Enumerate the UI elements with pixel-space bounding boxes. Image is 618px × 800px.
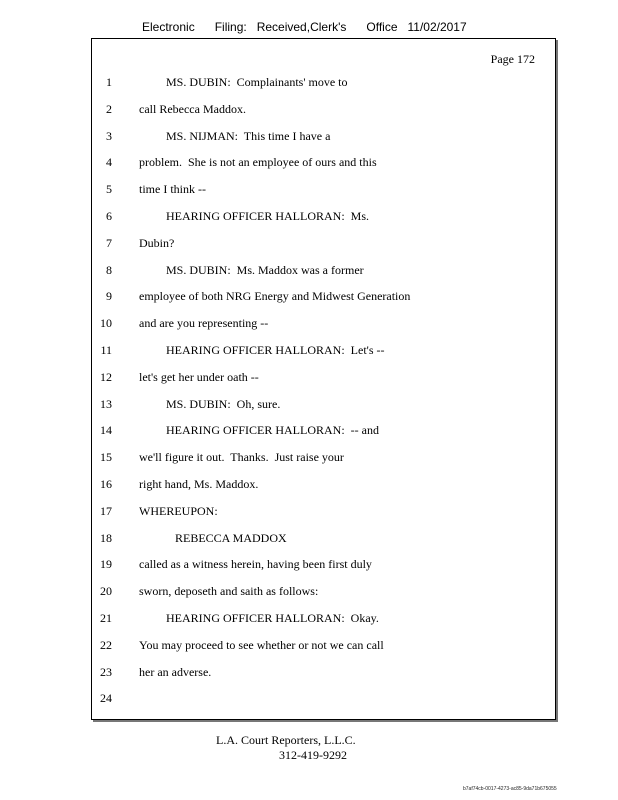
transcript-line: [92, 74, 552, 90]
transcript-line: [92, 690, 552, 706]
court-reporter-name: L.A. Court Reporters, L.L.C.: [216, 733, 356, 747]
line-text: problem. She is not an employee of ours and this: [139, 155, 377, 170]
transcript-line: [92, 503, 552, 519]
line-number: 11: [100, 343, 112, 357]
line-number: 8: [106, 262, 112, 277]
line-text: call Rebecca Maddox.: [139, 101, 246, 116]
line-text: HEARING OFFICER HALLORAN: Ms.: [139, 209, 370, 223]
transcript-line: [92, 369, 552, 385]
line-number: 20: [100, 584, 112, 599]
transcript-line: [92, 235, 552, 251]
transcript-line: [92, 315, 552, 331]
transcript-line: [92, 181, 552, 197]
line-number: 15: [100, 450, 112, 465]
line-text: called as a witness herein, having been first duly: [139, 557, 372, 572]
transcript-line: [92, 664, 552, 680]
line-number: 18: [100, 530, 112, 545]
line-number: 17: [100, 503, 112, 518]
line-number: 24: [100, 691, 112, 706]
page-number: Page 172: [490, 52, 535, 66]
line-number: 10: [100, 316, 112, 331]
line-text: we'll figure it out. Thanks. Just raise your: [139, 450, 344, 465]
court-reporter-phone: 312-419-9292: [279, 748, 347, 762]
line-text: time I think --: [139, 182, 206, 197]
line-text: MS. NIJMAN: This time I have a: [139, 128, 331, 143]
line-number: 9: [106, 289, 112, 304]
line-text: MS. DUBIN: Ms. Maddox was a former: [139, 262, 364, 277]
line-number: 13: [100, 396, 112, 411]
transcript-line: [92, 342, 552, 358]
transcript-line: [92, 208, 552, 224]
transcript-line: [92, 530, 552, 546]
transcript-line: [92, 476, 552, 492]
line-number: 6: [106, 209, 112, 223]
transcript-line: [92, 610, 552, 626]
line-text: REBECCA MADDOX: [139, 530, 287, 545]
line-number: 14: [100, 423, 112, 438]
line-text: employee of both NRG Energy and Midwest Generation: [139, 289, 411, 304]
line-number: 16: [100, 477, 112, 491]
line-number: 22: [100, 637, 112, 652]
transcript-line: [92, 128, 552, 144]
line-number: 5: [106, 182, 112, 197]
line-text: MS. DUBIN: Oh, sure.: [139, 396, 281, 411]
transcript-line: [92, 556, 552, 572]
transcript-line: [92, 637, 552, 653]
transcript-line: [92, 422, 552, 438]
transcript-line: [92, 449, 552, 465]
line-text: and are you representing --: [139, 316, 269, 331]
line-number: 4: [106, 155, 112, 170]
line-text: HEARING OFFICER HALLORAN: -- and: [139, 423, 379, 438]
transcript-line: [92, 583, 552, 599]
document-id: b7af74cb-0017-4273-ac85-9da71b675055: [463, 786, 557, 792]
transcript-line: [92, 396, 552, 412]
transcript-page: [91, 38, 556, 720]
line-text: let's get her under oath --: [139, 369, 259, 384]
line-number: 2: [106, 101, 112, 116]
line-number: 19: [100, 557, 112, 572]
line-number: 12: [100, 369, 112, 384]
transcript-line: [92, 288, 552, 304]
line-text: Dubin?: [139, 235, 175, 250]
line-text: MS. DUBIN: Complainants' move to: [139, 75, 348, 89]
line-text: HEARING OFFICER HALLORAN: Let's --: [139, 343, 385, 357]
line-number: 7: [106, 235, 112, 250]
line-text: right hand, Ms. Maddox.: [139, 477, 259, 491]
transcript-line: [92, 101, 552, 117]
transcript-line: [92, 154, 552, 170]
line-text: her an adverse.: [139, 664, 212, 679]
line-text: WHEREUPON:: [139, 503, 218, 518]
line-number: 3: [106, 128, 112, 143]
electronic-filing-header: Electronic Filing: Received,Clerk's Office 11/02/2017: [142, 20, 467, 34]
transcript-line: [92, 262, 552, 278]
line-number: 21: [100, 611, 112, 625]
line-text: HEARING OFFICER HALLORAN: Okay.: [139, 611, 379, 625]
line-number: 23: [100, 664, 112, 679]
line-text: sworn, deposeth and saith as follows:: [139, 584, 319, 599]
line-text: You may proceed to see whether or not we can call: [139, 637, 384, 652]
line-number: 1: [106, 75, 112, 89]
